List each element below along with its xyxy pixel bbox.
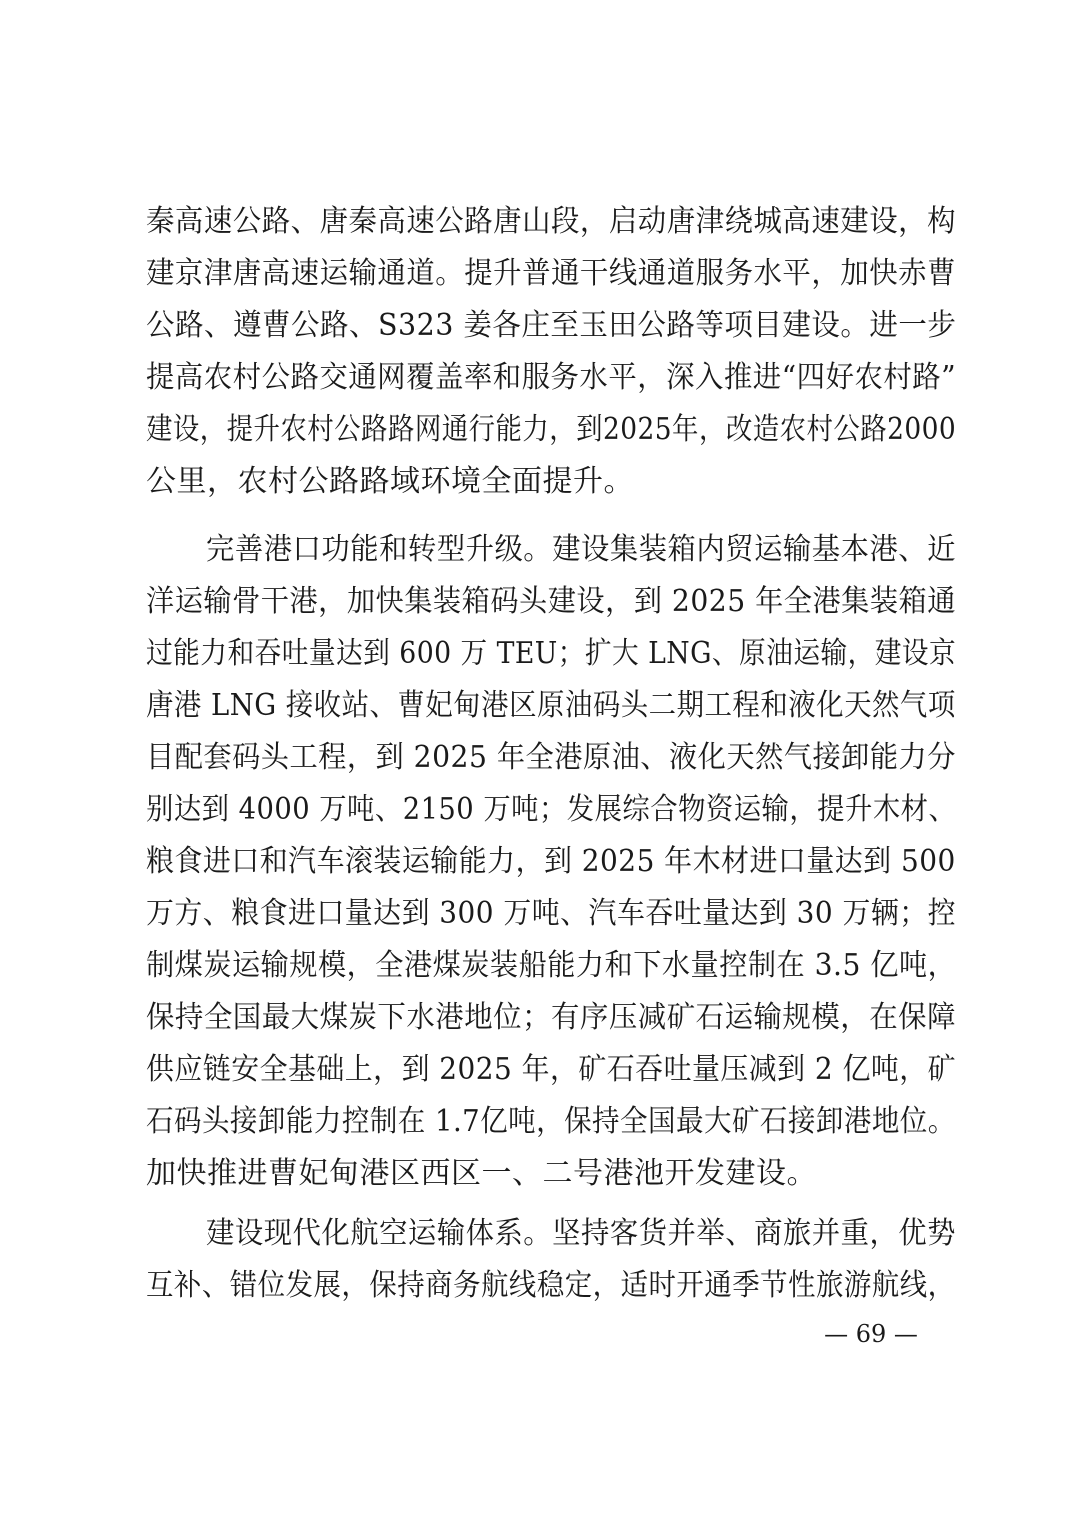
paragraph-first-line: 建设现代化航空运输体系。坚持客货并举、商旅并重，优势 bbox=[206, 1216, 956, 1251]
text-line: 别达到 4000 万吨、2150 万吨；发展综合物资运输，提升木材、 bbox=[146, 792, 957, 827]
text-line: 秦高速公路、唐秦高速公路唐山段，启动唐津绕城高速建设，构 bbox=[146, 204, 956, 239]
text-line: 粮食进口和汽车滚装运输能力，到 2025 年木材进口量达到 500 bbox=[146, 844, 956, 879]
text-line: 过能力和吞吐量达到 600 万 TEU；扩大 LNG、原油运输，建设京 bbox=[146, 636, 957, 671]
text-line: 供应链安全基础上，到 2025 年，矿石吞吐量压减到 2 亿吨，矿 bbox=[146, 1052, 957, 1087]
text-line: 公路、遵曹公路、S323 姜各庄至玉田公路等项目建设。进一步 bbox=[146, 308, 957, 343]
text-line: 公里，农村公路路域环境全面提升。 bbox=[146, 464, 634, 499]
text-line: 建设，提升农村公路路网通行能力，到2025年，改造农村公路2000 bbox=[146, 412, 957, 447]
page-number: — 69 — bbox=[824, 1320, 918, 1348]
text-line: 洋运输骨干港，加快集装箱码头建设，到 2025 年全港集装箱通 bbox=[146, 584, 956, 619]
paragraph-first-line: 完善港口功能和转型升级。建设集装箱内贸运输基本港、近 bbox=[206, 532, 956, 567]
text-line: 制煤炭运输规模，全港煤炭装船能力和下水量控制在 3.5 亿吨， bbox=[146, 948, 957, 983]
text-line: 石码头接卸能力控制在 1.7亿吨，保持全国最大矿石接卸港地位。 bbox=[146, 1104, 956, 1139]
text-line: 加快推进曹妃甸港区西区一、二号港池开发建设。 bbox=[146, 1156, 817, 1191]
text-line: 建京津唐高速运输通道。提升普通干线通道服务水平，加快赤曹 bbox=[146, 256, 956, 291]
text-line: 唐港 LNG 接收站、曹妃甸港区原油码头二期工程和液化天然气项 bbox=[146, 688, 956, 723]
text-line: 提高农村公路交通网覆盖率和服务水平，深入推进“四好农村路” bbox=[146, 360, 957, 395]
text-line: 万方、粮食进口量达到 300 万吨、汽车吞吐量达到 30 万辆；控 bbox=[146, 896, 957, 931]
text-line: 目配套码头工程，到 2025 年全港原油、液化天然气接卸能力分 bbox=[146, 740, 956, 775]
text-line: 互补、错位发展，保持商务航线稳定，适时开通季节性旅游航线， bbox=[146, 1268, 956, 1303]
text-line: 保持全国最大煤炭下水港地位；有序压减矿石运输规模，在保障 bbox=[146, 1000, 956, 1035]
